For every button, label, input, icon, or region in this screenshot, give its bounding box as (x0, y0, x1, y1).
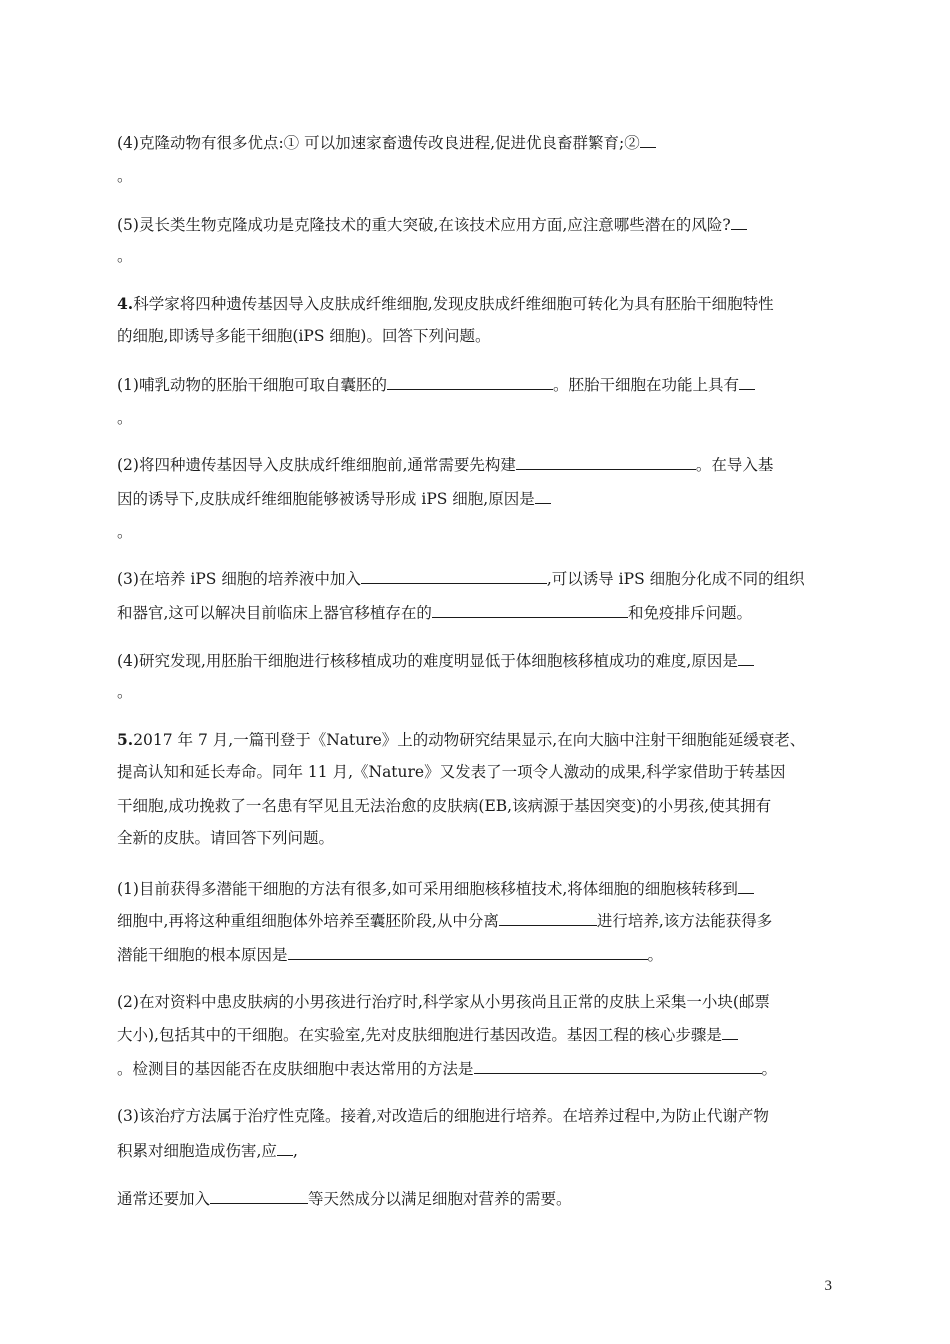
blank[interactable] (731, 214, 747, 230)
q5-part2-line3: 。检测目的基因能否在皮肤细胞中表达常用的方法是 。 (117, 1060, 778, 1078)
blank[interactable] (516, 454, 696, 470)
blank[interactable] (210, 1188, 308, 1204)
q5-part3-line2: 积累对细胞造成伤害,应 , (117, 1142, 298, 1160)
q4-part2-line1: (2)将四种遗传基因导入皮肤成纤维细胞前,通常需要先构建 。在导入基 (117, 456, 774, 474)
q5-part1-line1: (1)目前获得多潜能干细胞的方法有很多,如可采用细胞核移植技术,将体细胞的细胞核转移到 (117, 878, 754, 899)
q4-part1-end: 。 (117, 409, 133, 427)
q4-intro-line2: 的细胞,即诱导多能干细胞(iPS 细胞)。回答下列问题。 (117, 327, 491, 345)
q4-part3-line2: 和器官,这可以解决目前临床上器官移植存在的 和免疫排斥问题。 (117, 604, 752, 622)
q5-part3-line1: (3)该治疗方法属于治疗性克隆。接着,对改造后的细胞进行培养。在培养过程中,为防止代谢产物 (117, 1107, 769, 1125)
q5-part2-line1: (2)在对资料中患皮肤病的小男孩进行治疗时,科学家从小男孩尚且正常的皮肤上采集一小块(邮票 (117, 993, 770, 1011)
q4-part4-line: (4)研究发现,用胚胎干细胞进行核移植成功的难度明显低于体细胞核移植成功的难度,原因是 (117, 650, 754, 671)
blank[interactable] (432, 602, 628, 618)
q4-part2-line2: 因的诱导下,皮肤成纤维细胞能够被诱导形成 iPS 细胞,原因是 (117, 488, 551, 509)
blank[interactable] (288, 944, 648, 960)
q5-part2-line2: 大小),包括其中的干细胞。在实验室,先对皮肤细胞进行基因改造。基因工程的核心步骤是 (117, 1024, 738, 1045)
q3-part4-end: 。 (117, 167, 133, 185)
blank[interactable] (499, 910, 597, 926)
blank[interactable] (361, 568, 547, 584)
blank[interactable] (738, 878, 754, 894)
q3-part5-end: 。 (117, 247, 133, 265)
blank[interactable] (640, 132, 656, 148)
q5-part3-line3: 通常还要加入 等天然成分以满足细胞对营养的需要。 (117, 1190, 572, 1208)
blank[interactable] (739, 374, 755, 390)
q3-part5-line: (5)灵长类生物克隆成功是克隆技术的重大突破,在该技术应用方面,应注意哪些潜在的风险? (117, 214, 747, 235)
q4-part1-line: (1)哺乳动物的胚胎干细胞可取自囊胚的 。胚胎干细胞在功能上具有 (117, 374, 755, 395)
q4-part4-end: 。 (117, 683, 133, 701)
blank[interactable] (277, 1140, 293, 1156)
q5-intro-line3: 干细胞,成功挽救了一名患有罕见且无法治愈的皮肤病(EB,该病源于基因突变)的小男孩,使其拥有 (117, 797, 772, 815)
q5-part1-line2: 细胞中,再将这种重组细胞体外培养至囊胚阶段,从中分离 进行培养,该方法能获得多 (117, 912, 773, 930)
q4-part2-end: 。 (117, 523, 133, 541)
page-number: 3 (824, 1278, 832, 1294)
q4-intro-line1: 4.科学家将四种遗传基因导入皮肤成纤维细胞,发现皮肤成纤维细胞可转化为具有胚胎干细胞特性 (117, 294, 774, 313)
q5-number: 5. (117, 730, 134, 749)
q3-part4-line: (4)克隆动物有很多优点:① 可以加速家畜遗传改良进程,促进优良畜群繁育;② (117, 132, 656, 153)
q5-part1-line3: 潜能干细胞的根本原因是 。 (117, 946, 664, 964)
blank[interactable] (387, 374, 553, 390)
q4-number: 4. (117, 294, 134, 313)
q5-intro-line1: 5.2017 年 7 月,一篇刊登于《Nature》上的动物研究结果显示,在向大脑中注射干细胞能延缓衰老、 (117, 730, 806, 749)
blank[interactable] (722, 1024, 738, 1040)
blank[interactable] (738, 650, 754, 666)
blank[interactable] (535, 488, 551, 504)
q4-part3-line1: (3)在培养 iPS 细胞的培养液中加入 ,可以诱导 iPS 细胞分化成不同的组织 (117, 570, 805, 588)
blank[interactable] (474, 1058, 762, 1074)
q5-intro-line4: 全新的皮肤。请回答下列问题。 (117, 829, 335, 847)
q5-intro-line2: 提高认知和延长寿命。同年 11 月,《Nature》又发表了一项令人激动的成果,科学家借助于转基因 (117, 763, 786, 781)
